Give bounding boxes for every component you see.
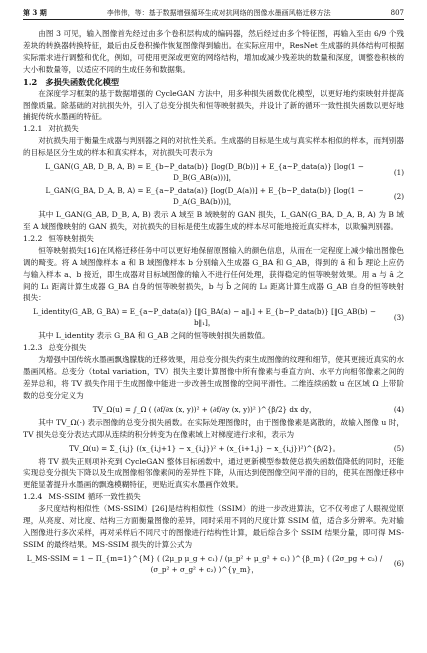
page-number: 807 (390, 9, 404, 17)
equation-body: TV_Ω(u) = Σ_{i,j} ((x_{i,j+1} − x_{i,j})² + (x_{i+1,j} − x_{i,j})²)^{β/2}。 (69, 443, 340, 453)
running-header (23, 6, 404, 18)
equation-body: L_GAN(G_AB, D_B, A, B) = E_{b~P_data(b)} [log(D_B(b))] + E_{a~P_data(a)} [log(1 − D_B(G_AB(a)))]， (45, 162, 364, 183)
paragraph: 其中 L_GAN(G_AB, D_B, A, B) 表示 A 域至 B 域映射的 GAN 损失，L_GAN(G_BA, D_A, B, A) 为 B 域至 A 域图像映射的 GAN 损失，对抗损失的目标是使生成器生成的样本尽可能地接近真实样本，以欺骗判别器。 (23, 210, 404, 231)
equation-number: (4) (393, 404, 404, 414)
subsection-heading (23, 123, 404, 135)
subsection-title: 恒等映射损失 (48, 233, 94, 243)
subsection-heading (23, 233, 404, 245)
subsection-number: 1.2.2 (23, 233, 43, 243)
equation-1 (23, 161, 404, 183)
equation-4 (23, 404, 404, 415)
equation-number: (5) (393, 443, 404, 453)
running-title: 李伟伟，等：基于数据增强循环生成对抗网络的图像水墨画风格迁移方法 (106, 9, 331, 17)
paragraph: 其中 TV_Ω(·) 表示图像的总变分损失函数。在实际处理图像时，由于图像像素是离散的，故输入图像 u 时，TV 损失总变分表达式即从连续的积分转变为在像素域上对梯度进行求和，表示为 (23, 417, 404, 439)
equation-6 (23, 553, 404, 575)
paragraph: 为增强中国传统水墨画飘逸朦胧的迁移效果，用总变分损失约束生成图像的纹理和细节，使其更接近真实的水墨画风格。总变分（total variation，TV）损失主要计算图像中所有像素与垂直方向、水平方向相邻像素之间的差异总和，将 TV 损失作用于生成图像中能进一步改善生成图像的空间平滑性。二维连续函数 u 在区域 Ω 上带阶数的总变分定义为 (23, 355, 404, 400)
subsection-number: 1.2.4 (23, 492, 43, 502)
equation-body: L_GAN(G_BA, D_A, B, A) = E_{a~P_data(a)} [log(D_A(a))] + E_{b~P_data(b)} [log(1 − D_A(G_BA(b)))]， (45, 186, 364, 207)
equation-body: L_identity(G_AB, G_BA) = E_{a~P_data(a)} [‖G_BA(a) − a‖₁] + E_{b~P_data(b)} [‖G_AB(b) − b‖₁]， (33, 307, 376, 328)
equation-body: L_MS-SSIM = 1 − Π_{m=1}^{M} ( (2μ_p μ_g + c₁) / (μ_p² + μ_g² + c₁) )^{β_m} ( (2σ_pg + c₂) / (σ_p² + σ_g² + c₂) )^{γ_m}， (26, 553, 383, 574)
subsection-number: 1.2.3 (23, 343, 43, 353)
equation-body: TV_Ω(u) = ∫_Ω ( (∂f/∂x (x, y))² + (∂f/∂y (x, y))² )^{β/2} dx dy， (92, 404, 317, 414)
issue-number: 第 3 期 (23, 8, 47, 17)
paragraph: 在深度学习框架的基于数据增强的 CycleGAN 方法中，用多种损失函数优化模型，以更好地约束映射并提高图像质量。除基础的对抗损失外，引入了总变分损失和恒等映射损失，并设计了新的循环一致性损失函数以更好地捕捉传统水墨画的特征。 (23, 88, 404, 122)
paragraph: 多尺度结构相似性（MS-SSIM）[26]是结构相似性（SSIM）的进一步改进算法，它不仅考虑了人眼视觉原理，从亮度、对比度、结构三方面衡量图像的差异，同时采用不同的尺度计算 SSIM 值，适合多分辨率。先对输入图像进行多次采样，再对采样后不同尺寸的图像进行结构性计算，最后综合多个 SSIM 结果分量，即可得 MS-SSIM 的最终结果。MS-SSIM 损失的计算公式为 (23, 504, 404, 549)
subsection-heading (23, 491, 404, 503)
subsection-title: 总变分损失 (48, 343, 87, 353)
header-rule (23, 19, 404, 20)
paragraph: 恒等映射损失[16]在风格迁移任务中可以更好地保留原图输入的颜色信息，从而在一定程度上减少输出图像色调的畸变。将 A 域图像样本 a 和 B 域图像样本 b 分别输入生成器 G_BA 和 G_AB，得到的 â 和 b̂ 理论上应仍与输入样本 a、b 接近，即生成器对目标域图像的输入不进行任何处理，获得稳定的恒等映射效果。用 a 与 â 之间的 L₁ 距离计算生成器 G_BA 自身的恒等映射损失，b 与 b̂ 之间的 L₁ 距离计算生成器 G_AB 自身的恒等映射损失： (23, 245, 404, 303)
subsection-title: 对抗损失 (48, 124, 79, 134)
paragraph: 将 TV 损失正则项补充到 CycleGAN 整体目标函数中，通过更新模型参数使总损失函数值降低的同时，还能实现总变分损失下降以及生成图像相邻像素间的差异性下降，从而达到使图像空间平滑的目的，使其在图像迁移中更能显著提升水墨画的飘逸模糊特征，更贴近真实水墨画作效果。 (23, 456, 404, 490)
equation-number: (6) (393, 559, 404, 569)
equation-number: (3) (393, 312, 404, 322)
equation-2 (23, 185, 404, 207)
subsection-number: 1.2.1 (23, 124, 43, 134)
section-heading: 1.2 多损失函数优化模型 (23, 76, 120, 87)
subsection-title: MS-SSIM 循环一致性损失 (48, 492, 141, 502)
subsection-heading (23, 342, 404, 354)
equation-3 (23, 306, 404, 328)
paragraph: 其中 L_identity 表示 G_BA 和 G_AB 之间的恒等映射损失函数值。 (38, 331, 270, 341)
equation-5 (23, 443, 404, 454)
equation-number: (1) (393, 167, 404, 177)
paragraph: 由图 3 可见，输入图像首先经过由多个卷积层构成的编码器，然后经过由多个特征图，再输入至由 6/9 个残差块的转换器转换特征，最后由反卷积操作恢复图像得到输出。在实际应用中，ResNet 生成器的具体结构可根据实际需求进行调整和优化，例如，可使用更深或更宽的网络结构，增加或减少残差块的数量和深度，调整卷积核的大小和数量等，以适应不同的生成任务和数据集。 (23, 29, 404, 74)
equation-number: (2) (393, 191, 404, 201)
paragraph: 对抗损失用于衡量生成器与判别器之间的对抗性关系。生成器的目标是生成与真实样本相似的样本，而判别器的目标是区分生成的样本和真实样本，对抗损失可表示为 (23, 136, 404, 158)
